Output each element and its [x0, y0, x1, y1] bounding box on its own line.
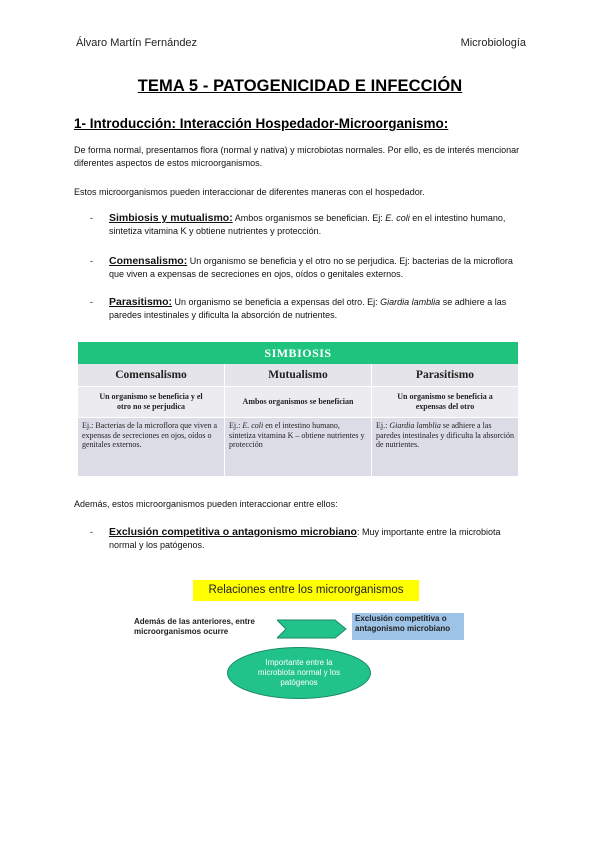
- bullet-text: Ambos organismos se benefician. Ej:: [232, 213, 386, 223]
- desc-text: Un organismo se beneficia y el otro no se perjudica: [99, 392, 203, 411]
- col-name-comensalismo: Comensalismo: [78, 364, 224, 386]
- col-name-mutualismo: Mutualismo: [225, 364, 371, 386]
- term-comensalismo: Comensalismo:: [109, 255, 188, 267]
- section-heading: 1- Introducción: Interacción Hospedador-Microorganismo:: [74, 116, 449, 131]
- species-name: Giardia lamblia: [380, 297, 441, 307]
- desc-text: Ambos organismos se benefician: [242, 397, 354, 406]
- species-name: E. coli: [242, 421, 264, 430]
- chevron-arrow-icon: [277, 618, 347, 640]
- desc-text: Un organismo se beneficia a expensas del otro: [397, 392, 493, 411]
- header-author: Álvaro Martín Fernández: [76, 37, 198, 49]
- between-microorganisms-paragraph: Además, estos microorganismos pueden interaccionar entre ellos:: [74, 499, 338, 509]
- diagram-title: Relaciones entre los microorganismos: [193, 580, 419, 601]
- col-desc-comensalismo: [78, 387, 224, 417]
- col-desc-parasitismo: [372, 387, 518, 417]
- example-text: Ej.:: [229, 421, 243, 430]
- bullet-text: en el intestino humano, sintetiza vitamina K y obtiene nutrientes y protección.: [109, 213, 506, 236]
- bullet-dash: -: [90, 297, 93, 307]
- symbiosis-table: [78, 342, 518, 476]
- term-simbiosis: Simbiosis y mutualismo:: [109, 212, 233, 224]
- col-example-comensalismo: [78, 418, 224, 476]
- interaction-paragraph: Estos microorganismos pueden interaccionar de diferentes maneras con el hospedador.: [74, 187, 425, 197]
- ellipse-text: Importante entre la microbiota normal y los patógenos: [257, 658, 341, 687]
- col-name-parasitismo: Parasitismo: [372, 364, 518, 386]
- species-name: Giardia lamblia: [389, 421, 441, 430]
- col-example-parasitismo: [372, 418, 518, 476]
- bullet-comensalismo: [90, 255, 530, 281]
- bullet-parasitismo: [90, 296, 530, 322]
- bullet-text: Un organismo se beneficia y el otro no se perjudica. Ej: bacterias de la microflora que viven a expensas de secreciones en ojos, oídos o genitales externos.: [109, 256, 513, 279]
- species-name: E. coli: [385, 213, 410, 223]
- diagram-left-text: Además de las anteriores, entre microorganismos ocurre: [134, 617, 255, 636]
- page-title: TEMA 5 - PATOGENICIDAD E INFECCIÓN: [137, 77, 463, 95]
- bullet-dash: -: [90, 256, 93, 266]
- example-text: en el intestino humano, sintetiza vitamina K – obtiene nutrientes y protección: [229, 421, 365, 449]
- term-exclusion: Exclusión competitiva o antagonismo microbiano: [109, 526, 357, 538]
- bullet-dash: -: [90, 213, 93, 223]
- col-example-mutualismo: [225, 418, 371, 476]
- example-text: se adhiere a las paredes intestinales y dificulta la absorción de nutrientes.: [376, 421, 514, 449]
- diagram-ellipse: [227, 647, 371, 699]
- bullet-dash: -: [90, 527, 93, 537]
- term-parasitismo: Parasitismo:: [109, 296, 173, 308]
- header-subject: Microbiología: [460, 37, 526, 49]
- intro-paragraph: De forma normal, presentamos flora (normal y nativa) y microbiotas normales. Por ello, es de interés mencionar diferentes aspectos de estos microorganismos.: [74, 145, 520, 168]
- col-desc-mutualismo: [225, 387, 371, 417]
- bullet-simbiosis: [90, 212, 530, 238]
- table-header: SIMBIOSIS: [78, 342, 518, 364]
- bullet-exclusion: [90, 526, 530, 552]
- diagram-right-box: Exclusión competitiva o antagonismo microbiano: [352, 613, 464, 640]
- bullet-text: Un organismo se beneficia a expensas del otro. Ej:: [172, 297, 381, 307]
- bullet-text: se adhiere a las paredes intestinales y dificulta la absorción de nutrientes.: [109, 297, 507, 320]
- example-text: Ej.: Bacterias de la microflora que viven a expensas de secreciones en ojos, oídos o genitales externos.: [82, 421, 218, 449]
- example-text: Ej.:: [376, 421, 390, 430]
- bullet-text: : Muy importante entre la microbiota normal y los patógenos.: [109, 527, 501, 550]
